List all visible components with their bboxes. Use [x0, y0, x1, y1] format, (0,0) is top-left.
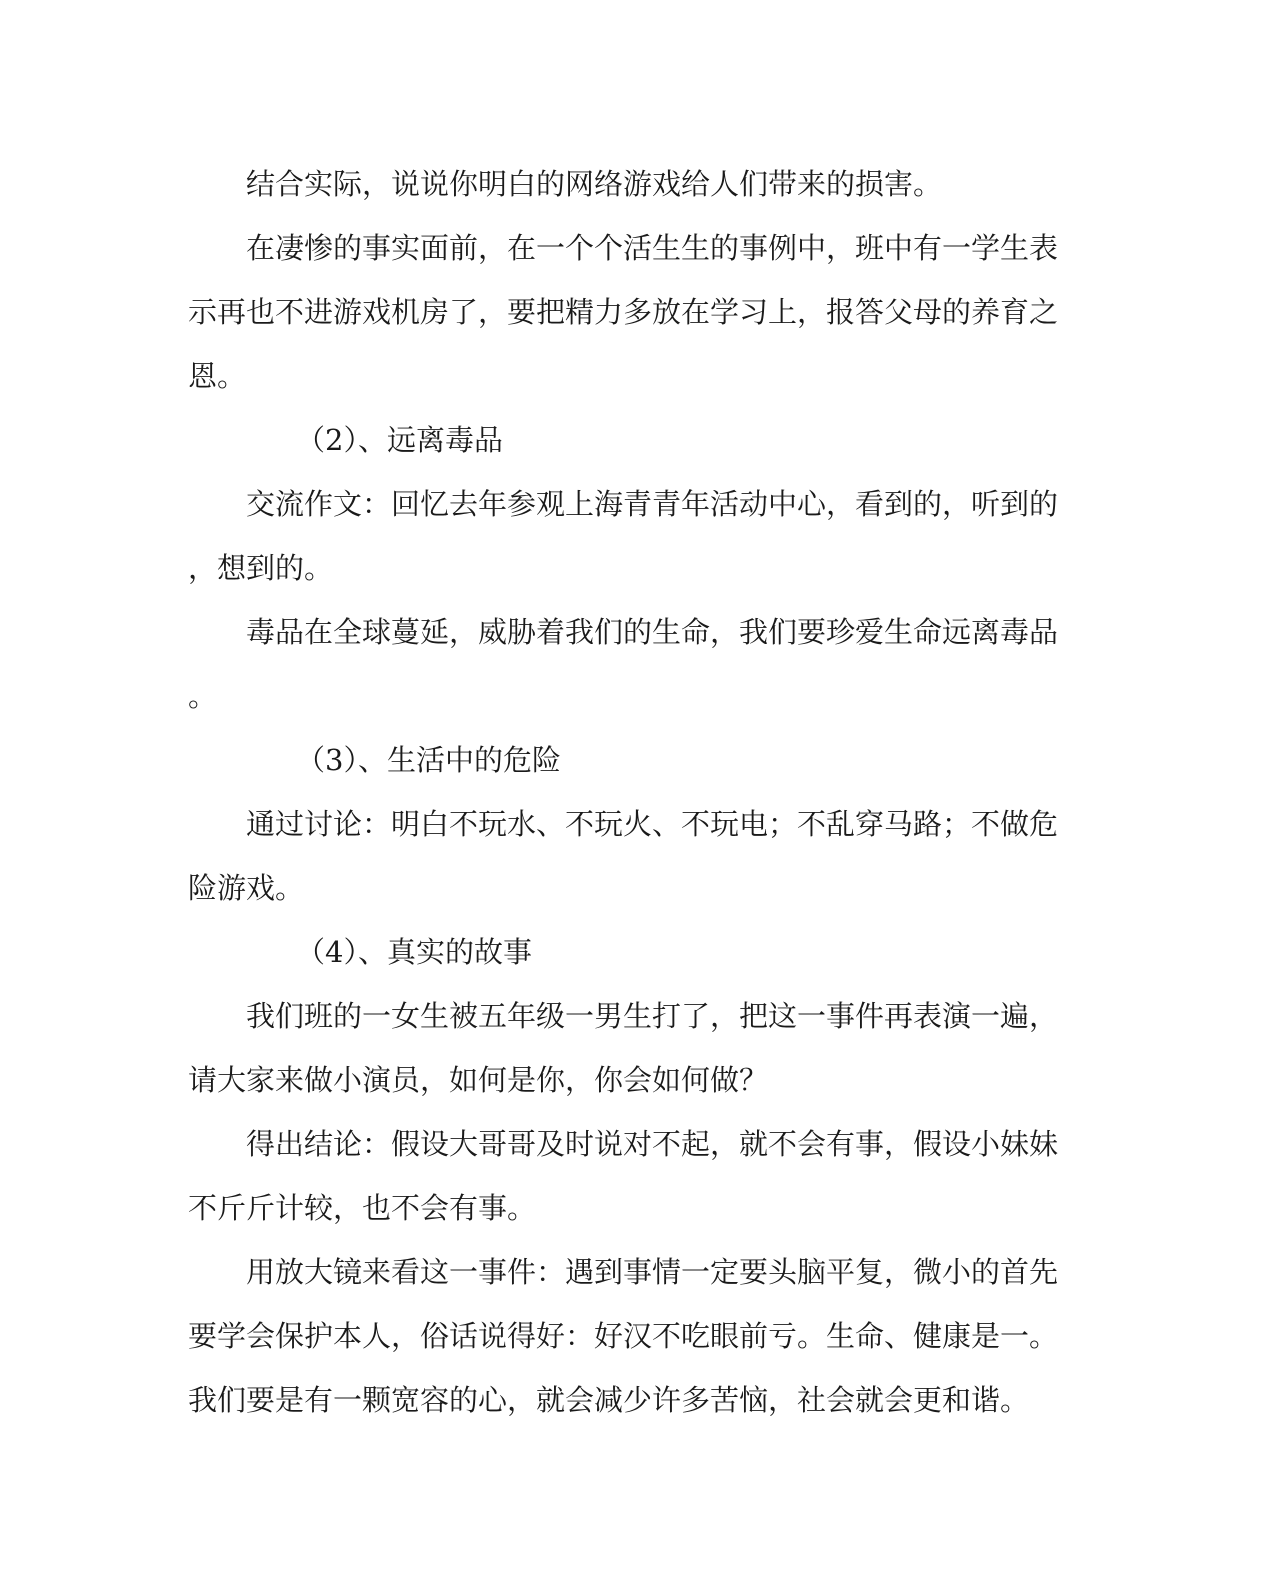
- text-line: 用放大镜来看这一事件：遇到事情一定要头脑平复，微小的首先: [246, 1255, 1059, 1289]
- text-line: 要学会保护本人，俗话说得好：好汉不吃眼前亏。生命、健康是一。: [188, 1319, 1059, 1353]
- text-line: 我们班的一女生被五年级一男生打了，把这一事件再表演一遍，: [246, 999, 1059, 1033]
- text-line: 不斤斤计较，也不会有事。: [188, 1191, 537, 1225]
- text-line: 。: [188, 679, 218, 713]
- text-line: 请大家来做小演员，如何是你，你会如何做？: [188, 1063, 769, 1097]
- text-line: 交流作文：回忆去年参观上海青青年活动中心，看到的，听到的: [246, 487, 1059, 521]
- text-line: 得出结论：假设大哥哥及时说对不起，就不会有事，假设小妹妹: [246, 1127, 1059, 1161]
- section-heading: （4）、真实的故事: [296, 935, 532, 969]
- text-line: ，想到的。: [188, 551, 334, 585]
- text-line: 我们要是有一颗宽容的心，就会减少许多苦恼，社会就会更和谐。: [188, 1383, 1030, 1417]
- text-line: 通过讨论：明白不玩水、不玩火、不玩电；不乱穿马路；不做危: [246, 807, 1059, 841]
- text-line: 示再也不进游戏机房了，要把精力多放在学习上，报答父母的养育之: [188, 295, 1059, 329]
- text-line: 恩。: [188, 359, 247, 393]
- section-heading: （3）、生活中的危险: [296, 743, 561, 777]
- section-heading: （2）、远离毒品: [296, 423, 503, 457]
- text-line: 毒品在全球蔓延，威胁着我们的生命，我们要珍爱生命远离毒品: [246, 615, 1059, 649]
- text-line: 在凄惨的事实面前，在一个个活生生的事例中，班中有一学生表: [246, 231, 1059, 265]
- text-line: 险游戏。: [188, 871, 305, 905]
- text-line: 结合实际，说说你明白的网络游戏给人们带来的损害。: [246, 167, 943, 201]
